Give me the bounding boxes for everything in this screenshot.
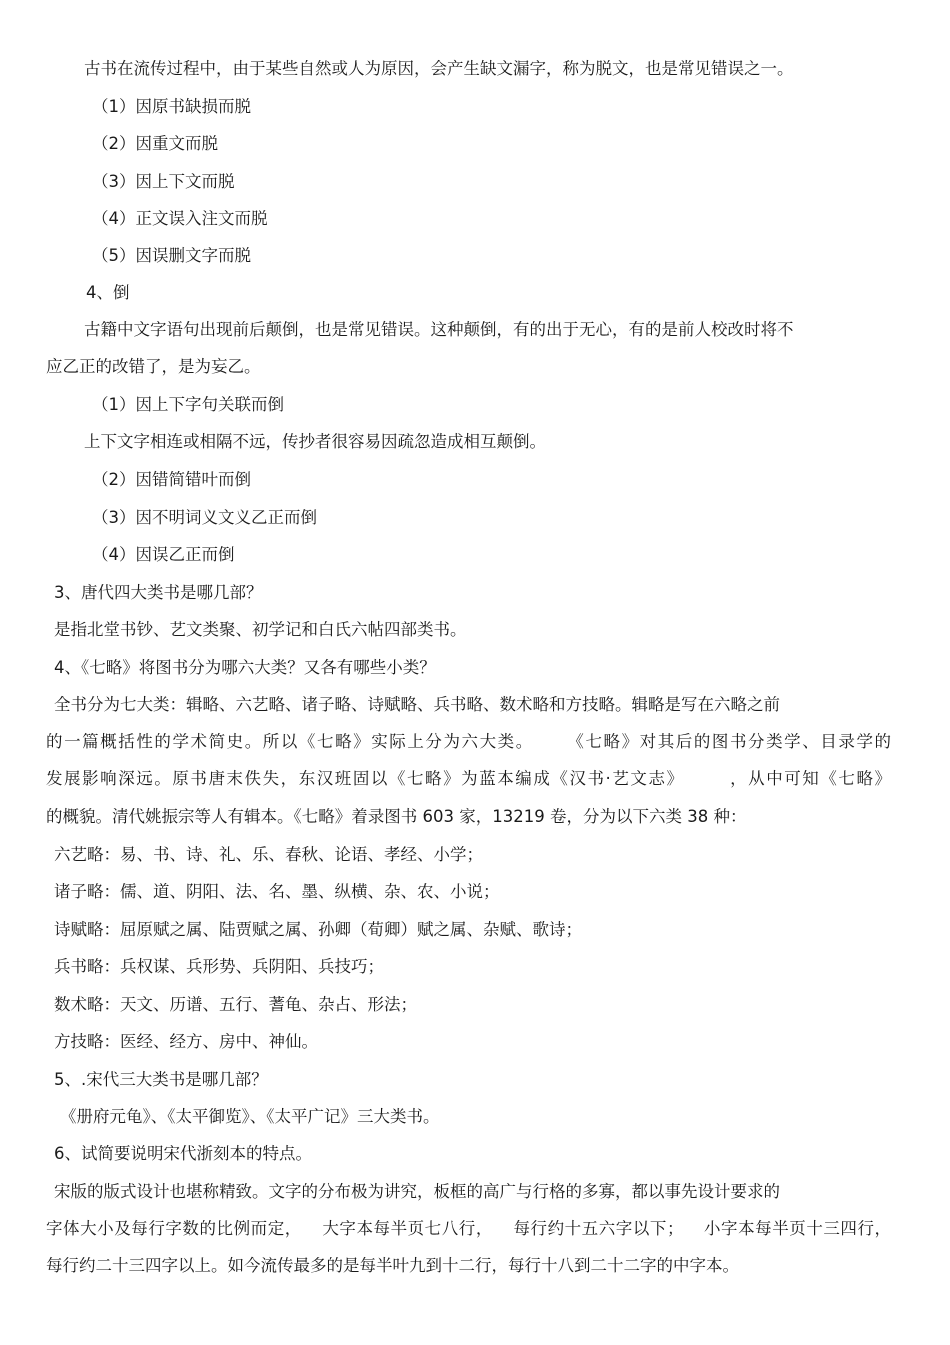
answer-5: 《册府元龟》、《太平御览》、《太平广记》三大类书。 [60,1107,440,1126]
list-item-dao-3: （3）因不明词义文义乙正而倒 [92,508,317,527]
list-item-tuowen-5: （5）因误删文字而脱 [92,246,251,265]
answer-4-line1: 全书分为七大类：辑略、六艺略、诸子略、诗赋略、兵书略、数术略和方技略。辑略是写在六略之前 [54,695,780,714]
answer-6-line2-part3: 每行约十五六字以下； [512,1219,684,1238]
category-liuyi: 六艺略：易、书、诗、礼、乐、春秋、论语、孝经、小学； [54,845,483,864]
answer-6-line1: 宋版的版式设计也堪称精致。文字的分布极为讲究，板框的高广与行格的多寡，都以事先设计要求的 [54,1182,780,1201]
category-shushu: 数术略：天文、历谱、五行、蓍龟、杂占、形法； [54,995,417,1014]
answer-4-line4: 的概貌。清代姚振宗等人有辑本。《七略》着录图书 603 家，13219 卷，分为以下六类 38 种： [46,807,747,826]
answer-4-line2 [46,730,891,754]
list-item-dao-1: （1）因上下字句关联而倒 [92,395,284,414]
answer-4-line2-part2: 《七略》对其后的图书分类学、目录学的 [565,732,892,751]
answer-4-line3-part2: ，从中可知《七略》 [728,769,891,788]
list-item-tuowen-4: （4）正文误入注文而脱 [92,209,268,228]
answer-6-line2 [46,1217,891,1241]
paragraph-dao-intro-line1: 古籍中文字语句出现前后颠倒，也是常见错误。这种颠倒，有的出于无心，有的是前人校改时将不 [84,320,794,339]
question-5: 5、.宋代三大类书是哪几部？ [54,1070,268,1089]
question-4: 4、《七略》将图书分为哪六大类？又各有哪些小类？ [54,658,436,677]
question-3: 3、唐代四大类书是哪几部？ [54,583,263,602]
list-item-dao-2: （2）因错简错叶而倒 [92,470,251,489]
question-6: 6、试简要说明宋代浙刻本的特点。 [54,1144,312,1163]
category-zhuzi: 诸子略：儒、道、阴阳、法、名、墨、纵横、杂、农、小说； [54,882,500,901]
answer-6-line2-part4: 小字本每半页十三四行， [703,1219,892,1238]
answer-3: 是指北堂书钞、艺文类聚、初学记和白氏六帖四部类书。 [54,620,467,639]
category-fangji: 方技略：医经、经方、房中、神仙。 [54,1032,318,1051]
answer-4-line3 [46,767,891,791]
list-item-tuowen-3: （3）因上下文而脱 [92,172,235,191]
answer-4-line3-part1: 发展影响深远。原书唐末佚失，东汉班固以《七略》为蓝本编成《汉书·艺文志》 [46,769,685,788]
section-heading-dao: 4、倒 [86,283,130,302]
category-bingshu: 兵书略：兵权谋、兵形势、兵阴阳、兵技巧； [54,957,384,976]
category-shifu: 诗赋略：屈原赋之属、陆贾赋之属、孙卿（荀卿）赋之属、杂赋、歌诗； [54,920,582,939]
list-item-tuowen-1: （1）因原书缺损而脱 [92,97,251,116]
paragraph-dao-intro-line2: 应乙正的改错了，是为妄乙。 [46,357,261,376]
answer-4-line2-part1: 的一篇概括性的学术简史。所以《七略》实际上分为六大类。 [46,732,534,751]
list-item-dao-4: （4）因误乙正而倒 [92,545,235,564]
paragraph-dao-1-detail: 上下文字相连或相隔不远，传抄者很容易因疏忽造成相互颠倒。 [84,432,546,451]
answer-6-line2-part1: 字体大小及每行字数的比例而定， [46,1219,302,1238]
list-item-tuowen-2: （2）因重文而脱 [92,134,218,153]
paragraph-tuowen-intro: 古书在流传过程中，由于某些自然或人为原因，会产生缺文漏字，称为脱文，也是常见错误之一。 [84,59,794,78]
answer-6-line2-part2: 大字本每半页七八行， [321,1219,493,1238]
answer-6-line3: 每行约二十三四字以上。如今流传最多的是每半叶九到十二行，每行十八到二十二字的中字本。 [46,1256,739,1275]
